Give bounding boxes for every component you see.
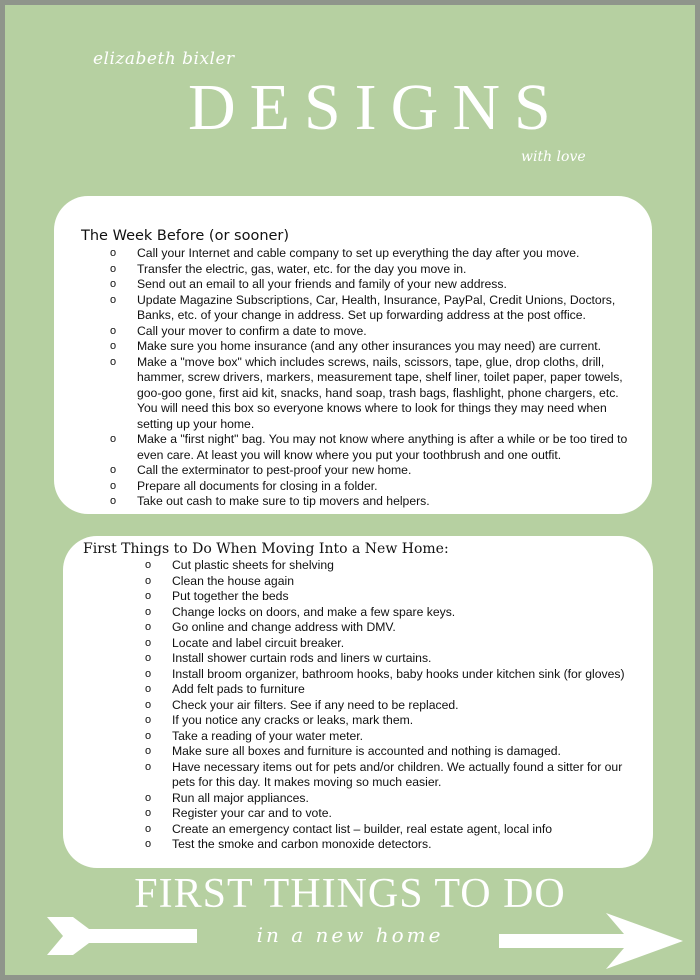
checklist-item: o Take a reading of your water meter. — [145, 729, 645, 745]
brand-tagline: elizabeth bixler — [93, 49, 235, 69]
first-things-list — [145, 558, 645, 853]
week-before-card — [54, 196, 652, 514]
arrow-left-icon — [47, 911, 197, 961]
checklist-item: o Locate and label circuit breaker. — [145, 636, 645, 652]
checklist-item: o Make a "first night" bag. You may not know where anything is after a while or be too tired to even care. At least you will know where you put your toothbrush and one outfit. — [110, 432, 640, 463]
checklist-item: o Check your air filters. See if any need to be replaced. — [145, 698, 645, 714]
checklist-item: o Install shower curtain rods and liners w curtains. — [145, 651, 645, 667]
checklist-item: o Register your car and to vote. — [145, 806, 645, 822]
checklist-item: o Take out cash to make sure to tip movers and helpers. — [110, 494, 640, 510]
checklist-item: o Run all major appliances. — [145, 791, 645, 807]
checklist-item: o If you notice any cracks or leaks, mark them. — [145, 713, 645, 729]
checklist-item: o Have necessary items out for pets and/or children. We actually found a sitter for our pets for this day. It makes moving so much easier. — [145, 760, 645, 791]
checklist-item: o Make sure all boxes and furniture is accounted and nothing is damaged. — [145, 744, 645, 760]
checklist-item: o Send out an email to all your friends and family of your new address. — [110, 277, 640, 293]
brand-logo-title: DESIGNS — [188, 71, 565, 144]
arrow-right-icon — [499, 911, 683, 971]
checklist-item: o Create an emergency contact list – builder, real estate agent, local info — [145, 822, 645, 838]
first-things-title: First Things to Do When Moving Into a New Home: — [83, 541, 449, 557]
checklist-item: o Cut plastic sheets for shelving — [145, 558, 645, 574]
checklist-item: o Call your mover to confirm a date to move. — [110, 324, 640, 340]
first-things-card — [63, 536, 653, 868]
week-before-title: The Week Before (or sooner) — [81, 228, 290, 244]
checklist-item: o Prepare all documents for closing in a folder. — [110, 479, 640, 495]
checklist-item: o Test the smoke and carbon monoxide detectors. — [145, 837, 645, 853]
checklist-item: o Put together the beds — [145, 589, 645, 605]
week-before-list — [110, 246, 640, 510]
checklist-item: o Install broom organizer, bathroom hooks, baby hooks under kitchen sink (for gloves) — [145, 667, 645, 683]
checklist-item: o Go online and change address with DMV. — [145, 620, 645, 636]
checklist-item: o Update Magazine Subscriptions, Car, Health, Insurance, PayPal, Credit Unions, Doctors, Banks, etc. of your change in address. Set up forwarding address at the post office. — [110, 293, 640, 324]
brand-subtitle: with love — [521, 149, 586, 165]
poster — [5, 5, 695, 975]
checklist-item: o Add felt pads to furniture — [145, 682, 645, 698]
footer-title: FIRST THINGS TO DO — [134, 871, 566, 917]
checklist-item: o Clean the house again — [145, 574, 645, 590]
footer-subtitle: in a new home — [256, 923, 444, 947]
checklist-item: o Call your Internet and cable company to set up everything the day after you move. — [110, 246, 640, 262]
checklist-item: o Call the exterminator to pest-proof your new home. — [110, 463, 640, 479]
checklist-item: o Transfer the electric, gas, water, etc. for the day you move in. — [110, 262, 640, 278]
checklist-item: o Change locks on doors, and make a few spare keys. — [145, 605, 645, 621]
checklist-item: o Make a "move box" which includes screws, nails, scissors, tape, glue, drop cloths, drill, hammer, screw drivers, markers, measurement tape, shelf liner, toilet paper, paper towels, goo-goo gone, first aid kit, snacks, hand soap, trash bags, flashlight, phone chargers, etc. You will need this box so everyone knows where to look for things they may need when setting up your home. — [110, 355, 640, 433]
checklist-item: o Make sure you home insurance (and any other insurances you may need) are current. — [110, 339, 640, 355]
